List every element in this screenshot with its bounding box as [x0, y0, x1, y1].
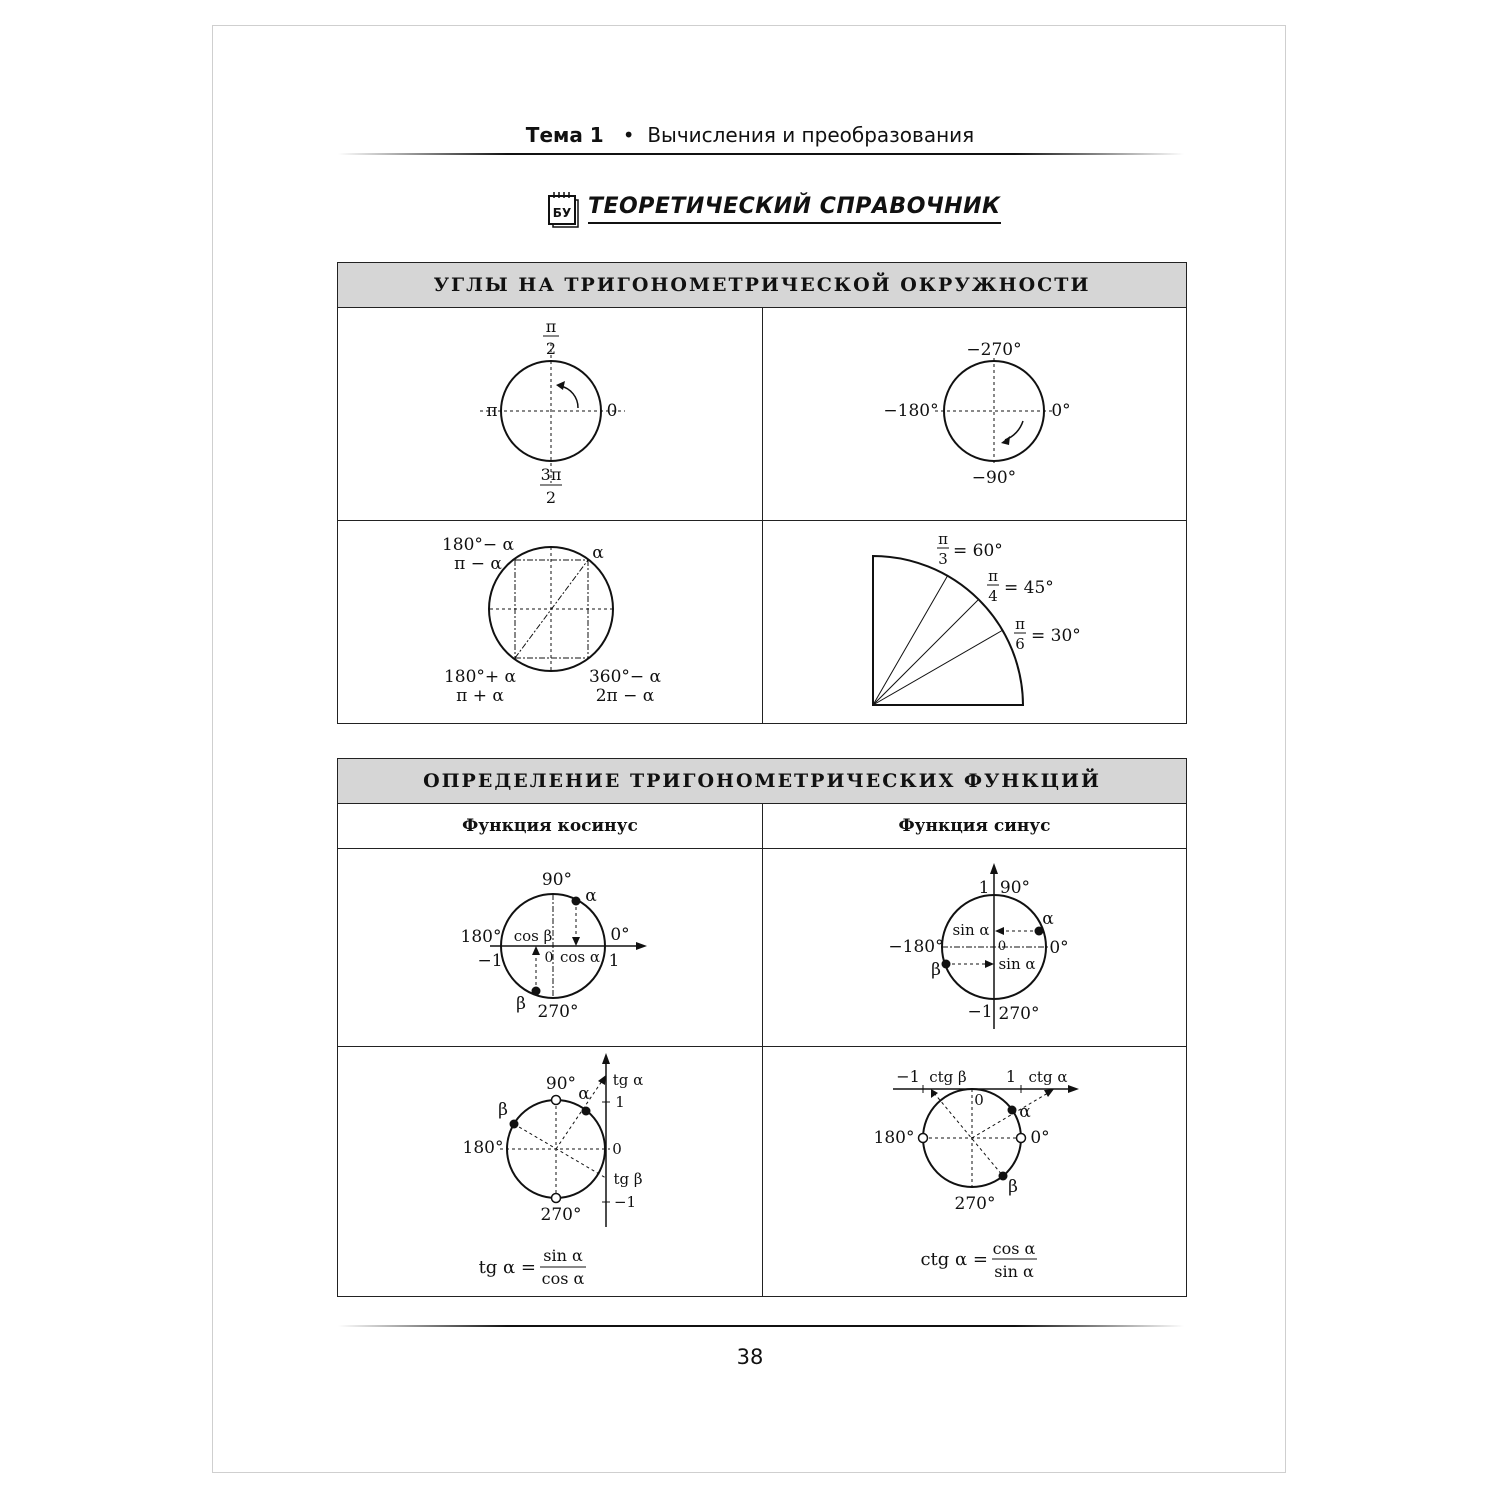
logo-text: БУ [552, 206, 572, 220]
point-270 [552, 1194, 561, 1203]
label-sin-beta: sin α [997, 955, 1036, 973]
label-pi-4-num: π [987, 567, 998, 585]
cell-sine [763, 849, 1187, 1047]
axis-arrow-icon [990, 863, 998, 874]
label-minus-270: −270° [965, 340, 1022, 360]
label-0: 0° [1029, 1128, 1050, 1148]
label-90: 90° [999, 878, 1030, 898]
ctg-formula-den: sin α [993, 1262, 1034, 1281]
label-180-minus-a: 180°− α [441, 535, 515, 555]
ctg-formula-num: cos α [992, 1239, 1035, 1258]
label-beta: β [516, 994, 526, 1014]
label-60-deg: = 60° [952, 541, 1003, 561]
point-90 [552, 1096, 561, 1105]
label-alpha: α [585, 886, 597, 906]
arrow-icon [931, 1089, 938, 1098]
label-pi-6-den: 6 [1014, 635, 1025, 653]
point-alpha [582, 1107, 591, 1116]
label-beta: β [930, 960, 941, 980]
label-origin: 0 [997, 939, 1006, 954]
footer-rule [338, 1325, 1184, 1327]
label-0-axis: 0 [973, 1091, 984, 1109]
notebook-icon [545, 190, 579, 228]
label-3pi-2-num: 3π [540, 465, 562, 484]
label-90: 90° [541, 870, 573, 890]
cell-symmetry [338, 521, 763, 724]
sin-header: Функция синус [763, 804, 1187, 849]
label-45-deg: = 45° [1003, 578, 1054, 598]
label-zero: 0 [606, 401, 618, 421]
cos-header: Функция косинус [338, 804, 763, 849]
label-0-deg: 0° [1050, 401, 1071, 421]
label-pi-minus-a: π − α [454, 554, 502, 574]
arrow-icon [1001, 436, 1010, 445]
label-1: 1 [615, 1093, 625, 1111]
label-cos-beta: cos β [513, 927, 553, 945]
label-pi-6-num: π [1014, 615, 1025, 633]
label-ctg-alpha: ctg α [1028, 1068, 1067, 1086]
label-alpha: α [1041, 909, 1054, 929]
label-origin: 0 [544, 950, 554, 966]
label-pi-4-den: 4 [987, 587, 998, 605]
arrow-icon [598, 1075, 606, 1085]
axis-arrow-icon [1068, 1085, 1079, 1093]
label-minus-1: −1 [966, 1002, 993, 1022]
arrow-icon [985, 960, 994, 968]
label-0: 0° [1048, 938, 1069, 958]
label-pi-3-num: π [937, 530, 948, 548]
page-number: 38 [736, 1345, 764, 1369]
label-2pi-minus-a: 2π − α [595, 686, 655, 706]
angles-table [337, 262, 1187, 724]
label-3pi-2-den: 2 [545, 488, 557, 507]
axis-arrow-icon [636, 942, 647, 950]
label-270: 270° [954, 1194, 995, 1214]
arrow-icon [556, 381, 565, 390]
point-alpha [572, 897, 581, 906]
label-minus-180: −180° [882, 401, 939, 421]
label-minus-180: −180° [887, 937, 944, 957]
label-pi: π [486, 401, 498, 421]
topic-title: Вычисления и преобразования [647, 123, 975, 147]
label-tg-alpha: tg α [612, 1071, 644, 1089]
label-minus-1: −1 [613, 1193, 637, 1211]
point-0 [1016, 1134, 1025, 1143]
label-0: 0° [610, 925, 630, 945]
point-alpha [1007, 1106, 1016, 1115]
cell-positive-direction [338, 308, 763, 521]
label-30-deg: = 30° [1030, 626, 1081, 646]
label-ctg-beta: ctg β [928, 1068, 967, 1086]
label-beta: β [1007, 1177, 1018, 1197]
tg-formula-den: cos α [541, 1269, 585, 1288]
arrow-icon [995, 927, 1004, 935]
ctg-formula-lhs: ctg α = [919, 1249, 988, 1270]
label-beta: β [498, 1100, 508, 1120]
label-1: 1 [608, 951, 620, 971]
arrow-icon [532, 946, 540, 955]
label-pi-plus-a: π + α [456, 686, 504, 706]
label-minus-90: −90° [971, 468, 1016, 488]
point-beta [532, 987, 541, 996]
section1-title: УГЛЫ НА ТРИГОНОМЕТРИЧЕСКОЙ ОКРУЖНОСТИ [338, 263, 1187, 308]
label-1: 1 [978, 878, 989, 898]
header-rule [338, 153, 1184, 155]
axis-arrow-icon [602, 1053, 610, 1064]
label-270: 270° [540, 1205, 582, 1225]
label-180: 180° [462, 1138, 504, 1158]
label-360-minus-a: 360°− α [588, 667, 662, 687]
cell-tangent [338, 1047, 763, 1297]
point-beta [998, 1172, 1007, 1181]
label-cos-alpha: cos α [559, 948, 601, 966]
label-minus-1: −1 [477, 951, 503, 971]
label-tg-beta: tg β [613, 1170, 643, 1188]
label-270: 270° [537, 1002, 579, 1022]
topic-number: Тема 1 [525, 123, 604, 147]
running-header: Тема 1 • Вычисления и преобразования [525, 123, 975, 147]
label-180: 180° [460, 927, 502, 947]
cell-cosine [338, 849, 763, 1047]
label-alpha: α [1018, 1102, 1031, 1122]
label-alpha: α [578, 1084, 590, 1104]
label-sin-alpha: sin α [951, 921, 990, 939]
label-270: 270° [998, 1004, 1039, 1024]
label-pi-2-num: π [545, 317, 557, 336]
cell-special-angles [763, 521, 1187, 724]
point-180 [918, 1134, 927, 1143]
label-1: 1 [1005, 1067, 1016, 1086]
label-90: 90° [545, 1074, 577, 1094]
label-alpha: α [592, 543, 604, 563]
cell-cotangent [763, 1047, 1187, 1297]
arrow-icon [572, 937, 580, 946]
arrow-icon [1044, 1089, 1054, 1097]
point-beta [941, 960, 950, 969]
tg-formula-lhs: tg α = [478, 1257, 536, 1278]
label-pi-2-den: 2 [545, 339, 557, 358]
functions-table [337, 758, 1187, 1297]
reference-title: ТЕОРЕТИЧЕСКИЙ СПРАВОЧНИК [588, 194, 1001, 224]
label-minus-1: −1 [895, 1067, 920, 1086]
point-beta [510, 1120, 519, 1129]
label-180: 180° [873, 1128, 914, 1148]
cell-negative-direction [763, 308, 1187, 521]
label-0: 0 [612, 1140, 622, 1158]
label-pi-3-den: 3 [937, 550, 948, 568]
label-180-plus-a: 180°+ α [443, 667, 517, 687]
section2-title: ОПРЕДЕЛЕНИЕ ТРИГОНОМЕТРИЧЕСКИХ ФУНКЦИЙ [338, 759, 1187, 804]
tg-formula-num: sin α [543, 1246, 583, 1265]
